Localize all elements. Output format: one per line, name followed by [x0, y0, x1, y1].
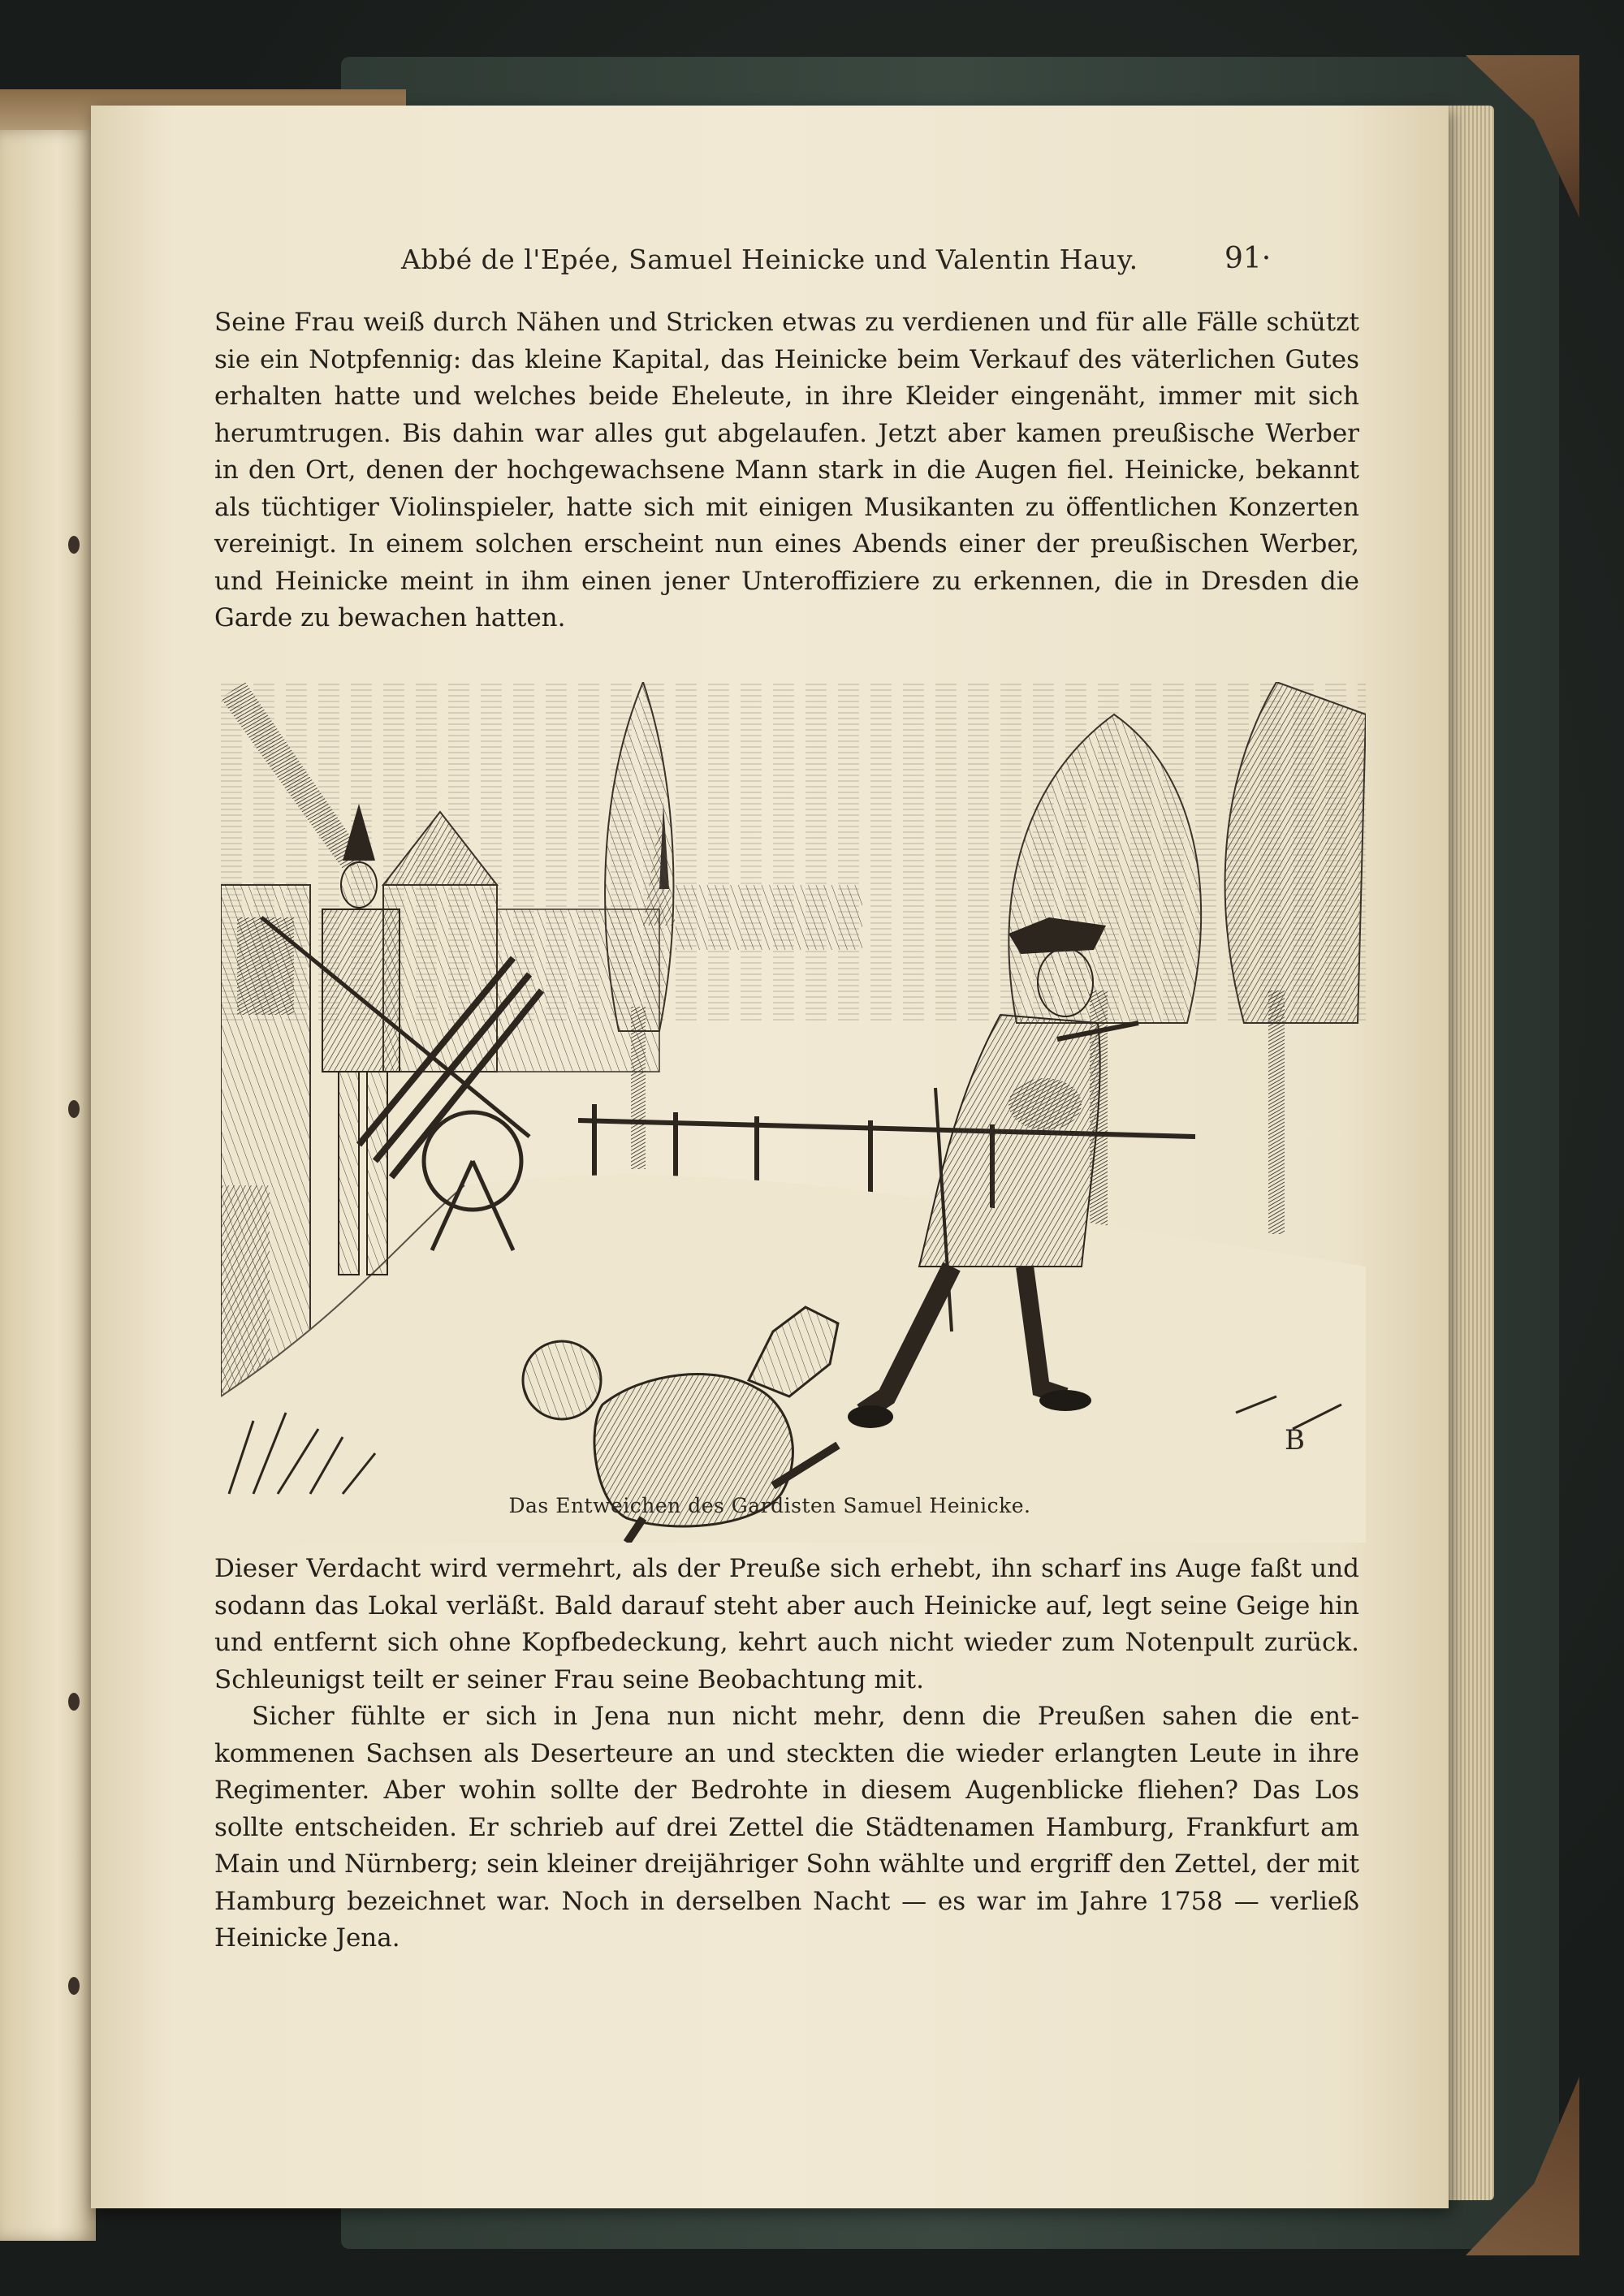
- text-line: ihre Regimenter. Aber wohin sollte der Bedrohte in diesem Augenblicke fliehen?: [214, 1738, 1359, 1805]
- text-line: faßt und sodann das Lokal verläßt. Bald darauf steht aber auch Heinicke auf,: [214, 1554, 1360, 1621]
- text-line: Sicher fühlte er sich in Jena nun nicht mehr, denn die Preußen sahen die ent-: [252, 1702, 1359, 1731]
- engraving-drawing: [221, 682, 1366, 1543]
- text-line: nun eines Abends einer der preußischen Werber, und Heinicke meint in ihm einen: [214, 529, 1359, 596]
- text-line: zum Notenpult zurück. Schleunigst teilt er seiner Frau seine Beobachtung mit.: [214, 1628, 1359, 1694]
- text-line: kommenen Sachsen als Deserteure an und steckten die wieder erlangten Leute in: [214, 1738, 1298, 1768]
- paragraph-bottom: [214, 1551, 1359, 1957]
- text-line: Dieser Verdacht wird vermehrt, als der Preuße sich erhebt, ihn scharf ins Auge: [214, 1554, 1242, 1583]
- text-line: stark in die Augen fiel. Heinicke, bekannt als tüchtiger Violinspieler, hatte sich mit: [214, 455, 1360, 522]
- binding-hole: [68, 1977, 80, 1995]
- text-line: Das Los sollte entscheiden. Er schrieb auf drei Zettel die Städtenamen Hamburg,: [214, 1776, 1359, 1842]
- page-number: 91·: [1224, 242, 1272, 275]
- text-line: jener Unteroffiziere zu erkennen, die in Dresden die Garde zu bewachen hatten.: [214, 566, 1360, 632]
- binding-hole: [68, 536, 80, 554]
- text-line: Jetzt aber kamen preußische Werber in den Ort, denen der hochgewachsene Mann: [214, 418, 1359, 485]
- text-line: des väterlichen Gutes erhalten hatte und welches beide Eheleute, in ihre Kleider: [214, 344, 1359, 411]
- text-line: ergriff den Zettel, der mit Hamburg bezeichnet war. Noch in derselben Nacht —: [214, 1849, 1360, 1916]
- illustration-caption: Das Entweichen des Gardisten Samuel Heinicke.: [508, 1494, 1031, 1517]
- book-page: [91, 106, 1449, 2208]
- text-line: eingenäht, immer mit sich herumtrugen. Bis dahin war alles gut abgelaufen.: [214, 382, 1359, 448]
- text-line: legt seine Geige hin und entfernt sich ohne Kopfbedeckung, kehrt auch nicht wieder: [214, 1590, 1359, 1657]
- paragraph-top: [214, 304, 1359, 637]
- binding-hole: [68, 1100, 80, 1118]
- text-line: es war im Jahre 1758 — verließ Heinicke Jena.: [214, 1886, 1359, 1953]
- left-facing-page: [0, 130, 96, 2241]
- text-line: Frankfurt am Main und Nürnberg; sein kleiner dreijähriger Sohn wählte und: [214, 1812, 1359, 1879]
- engraver-monogram: B: [1285, 1424, 1305, 1457]
- binding-hole: [68, 1693, 80, 1711]
- text-line: Seine Frau weiß durch Nähen und Stricken etwas zu verdienen und für alle: [214, 308, 1188, 337]
- engraving-illustration: [221, 682, 1366, 1543]
- running-title: Abbé de l'Epée, Samuel Heinicke und Valentin Hauy.: [401, 244, 1138, 275]
- text-line: Fälle schützt sie ein Notpfennig: das kleine Kapital, das Heinicke beim Verkauf: [214, 308, 1360, 374]
- text-line: einigen Musikanten zu öffentlichen Konzerten vereinigt. In einem solchen erscheint: [214, 492, 1360, 559]
